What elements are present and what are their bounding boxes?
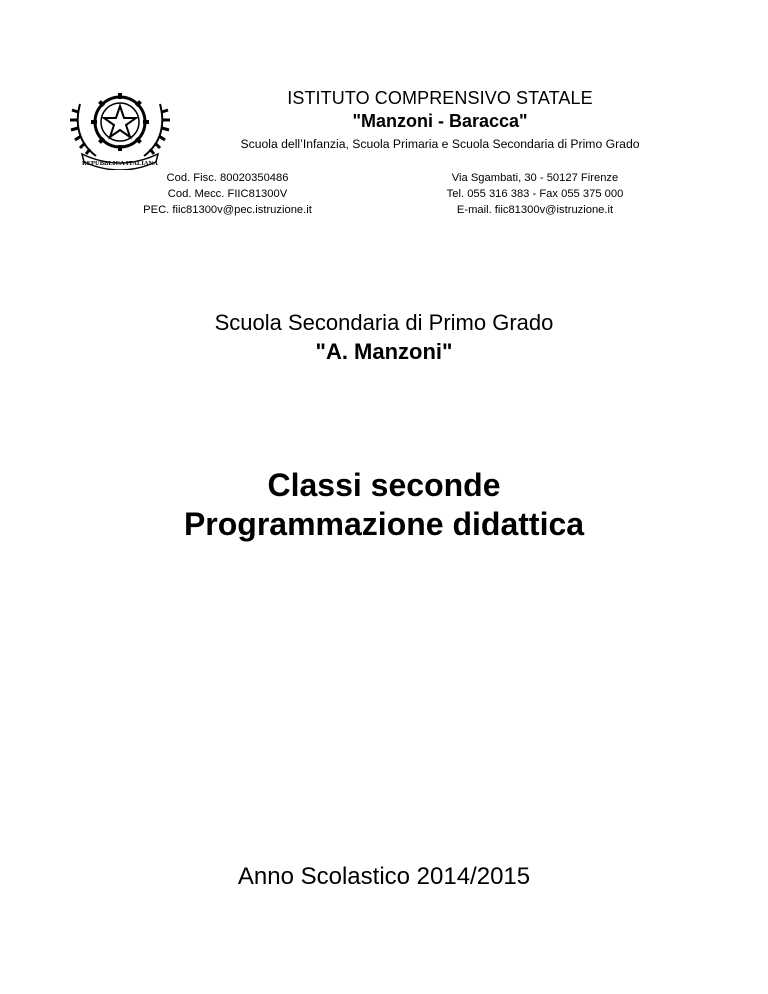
fiscal-code: Cod. Fisc. 80020350486 bbox=[166, 172, 289, 184]
school-year: Anno Scolastico 2014/2015 bbox=[237, 863, 531, 890]
phone-fax: Tel. 055 316 383 - Fax 055 375 000 bbox=[446, 188, 624, 200]
institute-schools: Scuola dell’Infanzia, Scuola Primaria e Scuola Secondaria di Primo Grado bbox=[240, 137, 640, 151]
document-title: Classi seconde bbox=[267, 467, 501, 503]
contacts-left bbox=[105, 170, 350, 218]
institute-type: ISTITUTO COMPRENSIVO STATALE bbox=[287, 88, 593, 108]
contacts-right bbox=[410, 170, 660, 218]
school-name: Scuola Secondaria di Primo Grado bbox=[214, 310, 554, 335]
pec-email: PEC. fiic81300v@pec.istruzione.it bbox=[143, 204, 312, 216]
school-subname: "A. Manzoni" bbox=[315, 339, 453, 364]
document-subtitle: Programmazione didattica bbox=[183, 506, 585, 542]
address: Via Sgambati, 30 - 50127 Firenze bbox=[451, 172, 619, 184]
emblem-ribbon-text: REPUBBLICA ITALIANA bbox=[82, 160, 158, 167]
mechanographic-code: Cod. Mecc. FIIC81300V bbox=[167, 188, 288, 200]
institute-name: "Manzoni - Baracca" bbox=[352, 111, 528, 131]
email: E-mail. fiic81300v@istruzione.it bbox=[456, 204, 614, 216]
repubblica-italiana-emblem-icon bbox=[66, 82, 174, 170]
